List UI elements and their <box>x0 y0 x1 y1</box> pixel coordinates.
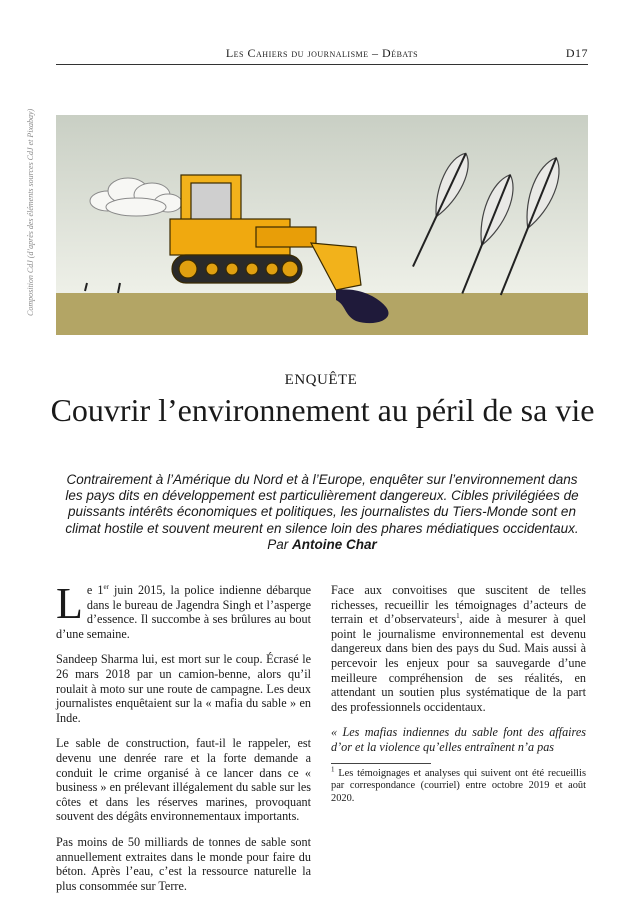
paragraph-4: Pas moins de 50 milliards de tonnes de sable sont annuellement extraites dans le monde pour faire du béton. Après l’eau, c’est la ressource naturelle la plus consommée sur Terre. <box>56 834 311 893</box>
footnote-number: 1 <box>331 765 335 774</box>
illustration-credit <box>14 108 35 316</box>
illustration-credit-text: Composition CdJ (d’après des éléments sources CdJ et Pixabay) <box>26 108 35 316</box>
paragraph-5 <box>331 583 586 714</box>
paragraph-1-rest: juin 2015, la police indienne débarque dans le bureau de Jagendra Singh et l’asperge d’essence. Il succombe à ses brûlures au bout d’une semaine. <box>56 583 311 641</box>
deck-text: Contrairement à l’Amérique du Nord et à l’Europe, enquêter sur l’environnement dans les pays dits en développement est particulièrement dangereux. Cibles privilégiées de puissants intérêts économiques et politiques, les journalistes du Tiers-Monde sont en climat hostile et souvent meurent en silence loin des phares médiatiques occidentaux. Par <box>65 472 579 552</box>
footnote-text: Les témoignages et analyses qui suivent ont été recueillis par correspondance (courriel) entre octobre 2019 et août 2020. <box>331 767 586 804</box>
paragraph-2: Sandeep Sharma lui, est mort sur le coup. Écrasé le 26 mars 2018 par un camion-benne, alors qu’il roulait à moto sur une route de campagne. Les deux journalistes enquêtaient sur la « mafia du sable » en Inde. <box>56 652 311 725</box>
bulldozer-illustration <box>56 115 588 335</box>
drop-cap: L <box>56 579 83 628</box>
paragraph-3: Le sable de construction, faut-il le rappeler, est devenu une denrée rare et la forte demande a conduit le crime organisé à ce lancer dans ce « business » en prélevant illégalement du sable sur les côtes et dans les réserves marines, provoquant souvent des dégâts environnementaux importants. <box>56 736 311 824</box>
footnote-rule <box>331 763 431 764</box>
paragraph-1 <box>56 579 311 641</box>
ordinal-superscript: er <box>103 582 109 591</box>
paragraph-6: « Les mafias indiennes du sable font des affaires d’or et la violence qu’elles entraînent n’a pas <box>331 725 586 754</box>
running-header <box>56 44 588 64</box>
paragraph-1-start: e 1 <box>86 583 104 597</box>
ground <box>56 293 588 335</box>
body-column-left <box>56 579 311 893</box>
article-deck <box>56 472 588 553</box>
author-name: Antoine Char <box>292 536 377 552</box>
paragraph-5-start: Face aux convoitises que suscitent de telles richesses, recueillir les témoignages d’acteurs de terrain et d’observateurs <box>331 583 586 627</box>
footnote <box>331 765 586 806</box>
body-column-right <box>331 583 586 805</box>
header-rule <box>56 64 588 65</box>
article-headline: Couvrir l’environnement au péril de sa vie <box>50 392 595 428</box>
footnote-reference: 1 <box>456 612 460 621</box>
running-title: Les Cahiers du journalisme – Débats <box>225 46 419 60</box>
article-kicker: ENQUÊTE <box>284 372 358 388</box>
page-number: D17 <box>565 46 588 60</box>
paragraph-5-rest: , aide à mesurer à quel point le journalisme environnemental est devenu dangereux dans bien des pays du Sud. Mais aussi à percevoir les enjeux pour sa sauvegarde d’une meilleure compréhension de ses réalités, en attendant un soutien plus systématique de la part des professionnels occidentaux. <box>331 612 587 714</box>
